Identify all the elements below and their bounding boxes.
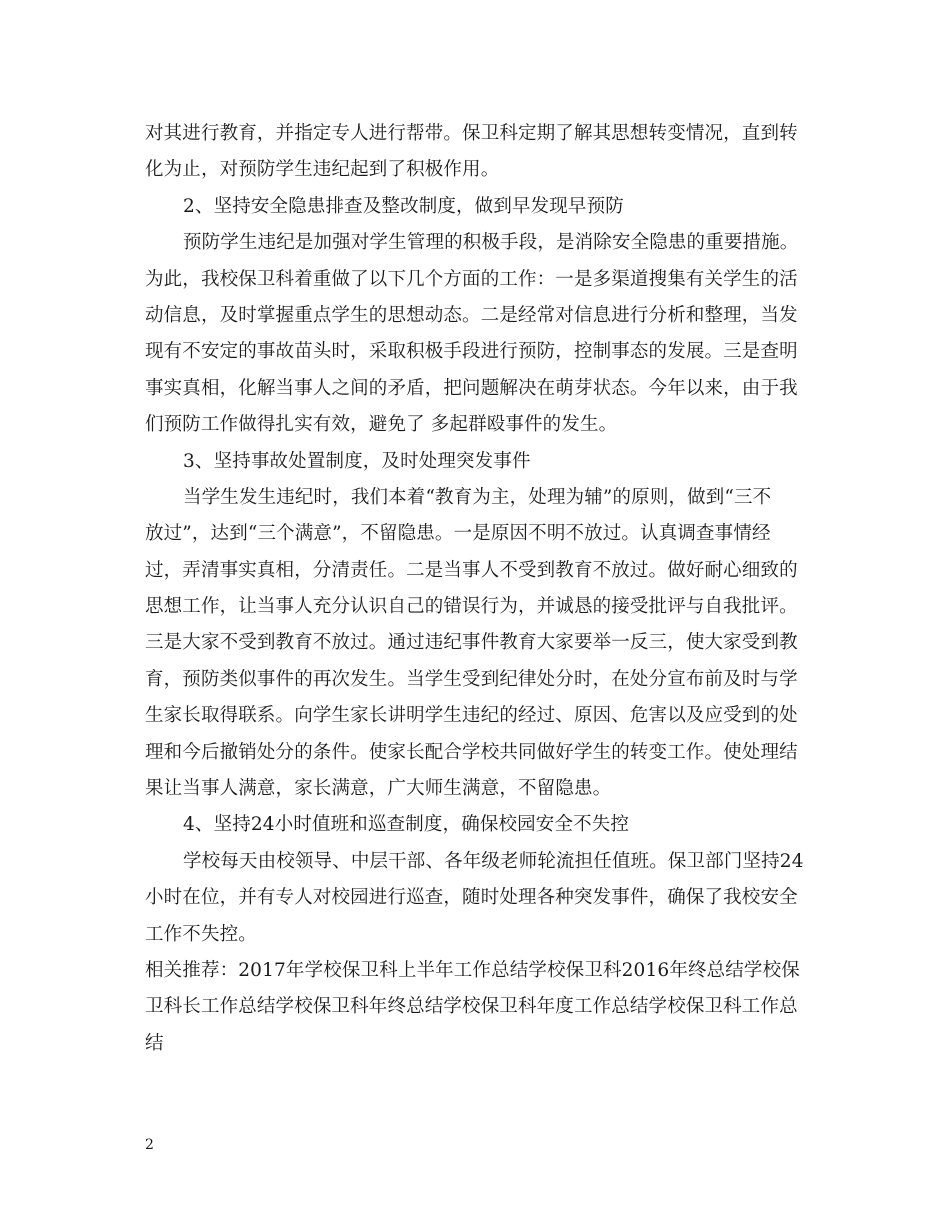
- body-text-line: 三是大家不受到教育不放过。通过违纪事件教育大家要举一反三，使大家受到教: [145, 632, 798, 654]
- body-text-line: 果让当事人满意，家长满意，广大师生满意，不留隐患。: [145, 778, 612, 800]
- body-text-line: 工作不失控。: [145, 923, 257, 945]
- section-heading: 4、坚持24小时值班和巡查制度，确保校园安全不失控: [183, 814, 630, 836]
- body-text-line: 对其进行教育，并指定专人进行帮带。保卫科定期了解其思想转变情况，直到转: [145, 123, 798, 144]
- body-text-line: 生家长取得联系。向学生家长讲明学生违纪的经过、原因、危害以及应受到的处: [145, 705, 798, 727]
- paragraph-first-line: 学校每天由校领导、中层干部、各年级老师轮流担任值班。保卫部门坚持24: [183, 850, 804, 872]
- section-heading: 2、坚持安全隐患排查及整改制度，做到早发现早预防: [183, 195, 624, 217]
- document-body: [145, 116, 815, 1062]
- paragraph-first-line: 当学生发生违纪时，我们本着“教育为主，处理为辅”的原则，做到“三不: [183, 486, 772, 508]
- body-text-line: 动信息，及时掌握重点学生的思想动态。二是经常对信息进行分析和整理，当发: [145, 304, 798, 326]
- paragraph-first-line: 预防学生违纪是加强对学生管理的积极手段，是消除安全隐患的重要措施。: [183, 232, 799, 254]
- body-text-line: 化为止，对预防学生违纪起到了积极作用。: [145, 159, 500, 181]
- body-text-line: 事实真相，化解当事人之间的矛盾，把问题解决在萌芽状态。今年以来，由于我: [145, 377, 798, 399]
- body-text-line: 为此，我校保卫科着重做了以下几个方面的工作：一是多渠道搜集有关学生的活: [145, 268, 798, 290]
- body-text-line: 过，弄清事实真相，分清责任。二是当事人不受到教育不放过。做好耐心细致的: [145, 559, 798, 581]
- body-text-line: 放过”，达到“三个满意”，不留隐患。一是原因不明不放过。认真调查事情经: [145, 523, 771, 545]
- body-text-line: 现有不安定的事故苗头时，采取积极手段进行预防，控制事态的发展。三是查明: [145, 341, 798, 363]
- page-number: 2: [145, 1137, 154, 1153]
- body-text-line: 育，预防类似事件的再次发生。当学生受到纪律处分时，在处分宣布前及时与学: [145, 668, 798, 690]
- body-text-line: 理和今后撤销处分的条件。使家长配合学校共同做好学生的转变工作。使处理结: [145, 741, 798, 763]
- section-heading: 3、坚持事故处置制度，及时处理突发事件: [183, 450, 531, 472]
- related-recommendations-line: 结: [145, 1032, 164, 1054]
- body-text-line: 思想工作，让当事人充分认识自己的错误行为，并诚恳的接受批评与自我批评。: [145, 596, 798, 618]
- related-recommendations-line: 卫科长工作总结学校保卫科年终总结学校保卫科年度工作总结学校保卫科工作总: [145, 996, 798, 1018]
- related-recommendations-line: 相关推荐：2017年学校保卫科上半年工作总结学校保卫科2016年终总结学校保: [145, 959, 800, 981]
- body-text-line: 们预防工作做得扎实有效，避免了 多起群殴事件的发生。: [145, 414, 618, 436]
- body-text-line: 小时在位，并有专人对校园进行巡查，随时处理各种突发事件，确保了我校安全: [145, 887, 798, 909]
